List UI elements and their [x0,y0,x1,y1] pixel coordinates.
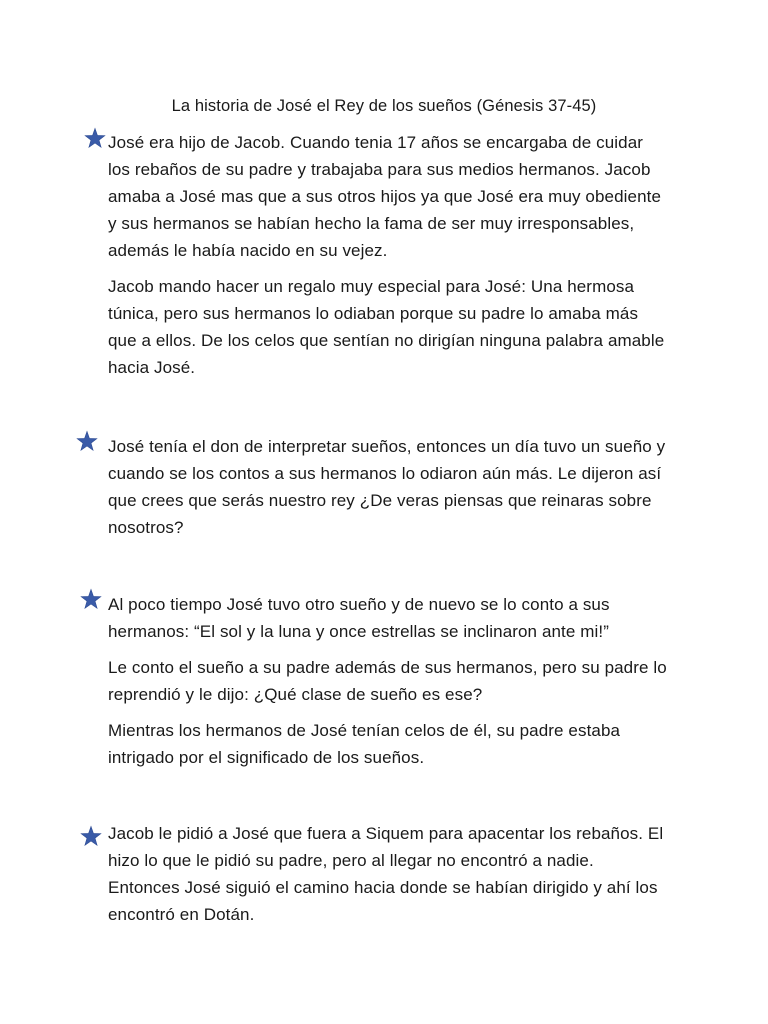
paragraph: Al poco tiempo José tuvo otro sueño y de nuevo se lo conto a sus hermanos: “El sol y la luna y once estrellas se inclinaron ante mi!” [108,595,610,641]
paragraph: José era hijo de Jacob. Cuando tenia 17 años se encargaba de cuidar los rebaños de su padre y trabajaba para sus medios hermanos. Jacob amaba a José mas que a sus otros hijos ya que José era muy obediente y sus hermanos se habían hecho la fama de ser muy irresponsables, además le había nacido en su vejez. [108,133,662,260]
star-icon [80,825,102,847]
paragraph: José tenía el don de interpretar sueños, entonces un día tuvo un sueño y cuando se los contos a sus hermanos lo odiaron aún más. Le dijeron así que crees que serás nuestro rey ¿De veras piensas que reinaras sobre nosotros? [108,437,666,537]
star-icon [80,588,102,610]
section-jose-and-jacob [108,129,668,390]
section-second-dream [108,591,668,780]
paragraph: Le conto el sueño a su padre además de sus hermanos, pero su padre lo reprendió y le dijo: ¿Qué clase de sueño es ese? [108,658,667,704]
star-icon [76,430,98,452]
section-first-dream [108,433,668,550]
paragraph: Jacob mando hacer un regalo muy especial para José: Una hermosa túnica, pero sus hermanos lo odiaban porque su padre lo amaba más que a ellos. De los celos que sentían no dirigían ninguna palabra amable hacia José. [108,277,665,377]
section-siquem [108,820,668,937]
star-icon [84,127,106,149]
paragraph: Mientras los hermanos de José tenían celos de él, su padre estaba intrigado por el significado de los sueños. [108,721,621,767]
paragraph: Jacob le pidió a José que fuera a Siquem para apacentar los rebaños. El hizo lo que le pidió su padre, pero al llegar no encontró a nadie. Entonces José siguió el camino hacia donde se habían dirigido y ahí los encontró en Dotán. [108,824,664,924]
document-title: La historia de José el Rey de los sueños (Génesis 37-45) [171,97,597,115]
